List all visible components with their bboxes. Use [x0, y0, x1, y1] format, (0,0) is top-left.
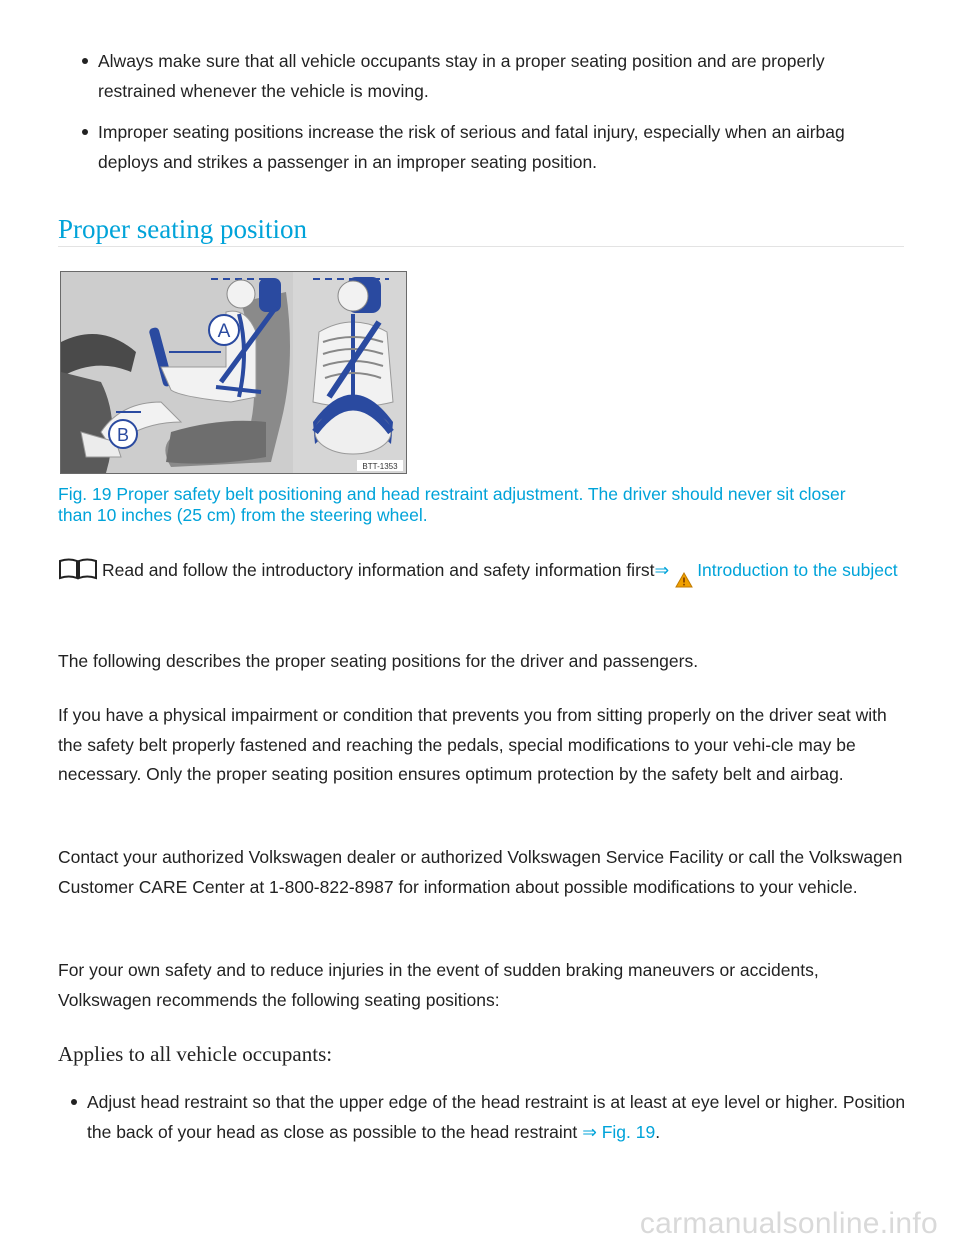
read-first-note — [58, 555, 904, 597]
bullet-text: Improper seating positions increase the risk of serious and fatal injury, especially when an airbag deploys and strikes a passenger in an improper seating position. — [98, 122, 845, 172]
subheading: Applies to all vehicle occupants: — [58, 1042, 333, 1066]
book-icon — [58, 558, 98, 589]
seating-illustration — [61, 272, 406, 473]
bullet-item — [87, 1087, 907, 1147]
bullet-item — [98, 46, 898, 106]
introduction-link[interactable]: Introduction to the subject — [697, 560, 898, 580]
label-a: A — [217, 321, 231, 342]
bullet-text: Always make sure that all vehicle occupants stay in a proper seating position and are properly restrained whenever the vehicle is moving. — [98, 51, 825, 101]
bullet-dot — [71, 1099, 77, 1105]
read-first-text: Read and follow the introductory information and safety information first — [102, 560, 655, 580]
bullet-text: Adjust head restraint so that the upper edge of the head restraint is at least at eye level or higher. Position the back of your head as close as possible to the head restraint — [87, 1092, 906, 1142]
bullet-dot — [82, 58, 88, 64]
figure-caption: Fig. 19 Proper safety belt positioning and head restraint adjustment. The driver should never sit closer than 10 inches (25 cm) from the steering wheel. — [58, 484, 846, 525]
section-title: Proper seating position — [58, 214, 307, 244]
paragraph: Contact your authorized Volkswagen dealer or authorized Volkswagen Service Facility or call the Volkswagen Customer CARE Center at 1-800-822-8987 for information about possible modifications to your vehicle. — [58, 847, 903, 897]
watermark: carmanualsonline.info — [639, 1207, 938, 1240]
paragraph: The following describes the proper seating positions for the driver and passengers. — [58, 651, 699, 671]
paragraph: If you have a physical impairment or condition that prevents you from sitting properly on the driver seat with the safety belt properly fastened and reaching the pedals, special modifications to your vehi-cle may be necessary. Only the proper seating position ensures optimum protection by the safety belt and airbag. — [58, 705, 887, 784]
ref-arrow: ⇒ — [654, 560, 670, 580]
sentence-end: . — [655, 1122, 661, 1142]
bullet-item — [98, 117, 898, 177]
seating-position-figure — [60, 271, 407, 474]
figure-code: BTT-1353 — [362, 462, 398, 471]
figure-link[interactable]: ⇒ Fig. 19 — [582, 1122, 656, 1142]
bullet-dot — [82, 129, 88, 135]
section-divider — [58, 246, 904, 247]
paragraph: For your own safety and to reduce injuries in the event of sudden braking maneuvers or accidents, Volkswagen recommends the following seating positions: — [58, 960, 819, 1010]
label-b: B — [116, 425, 130, 445]
warning-triangle-icon — [675, 567, 693, 597]
